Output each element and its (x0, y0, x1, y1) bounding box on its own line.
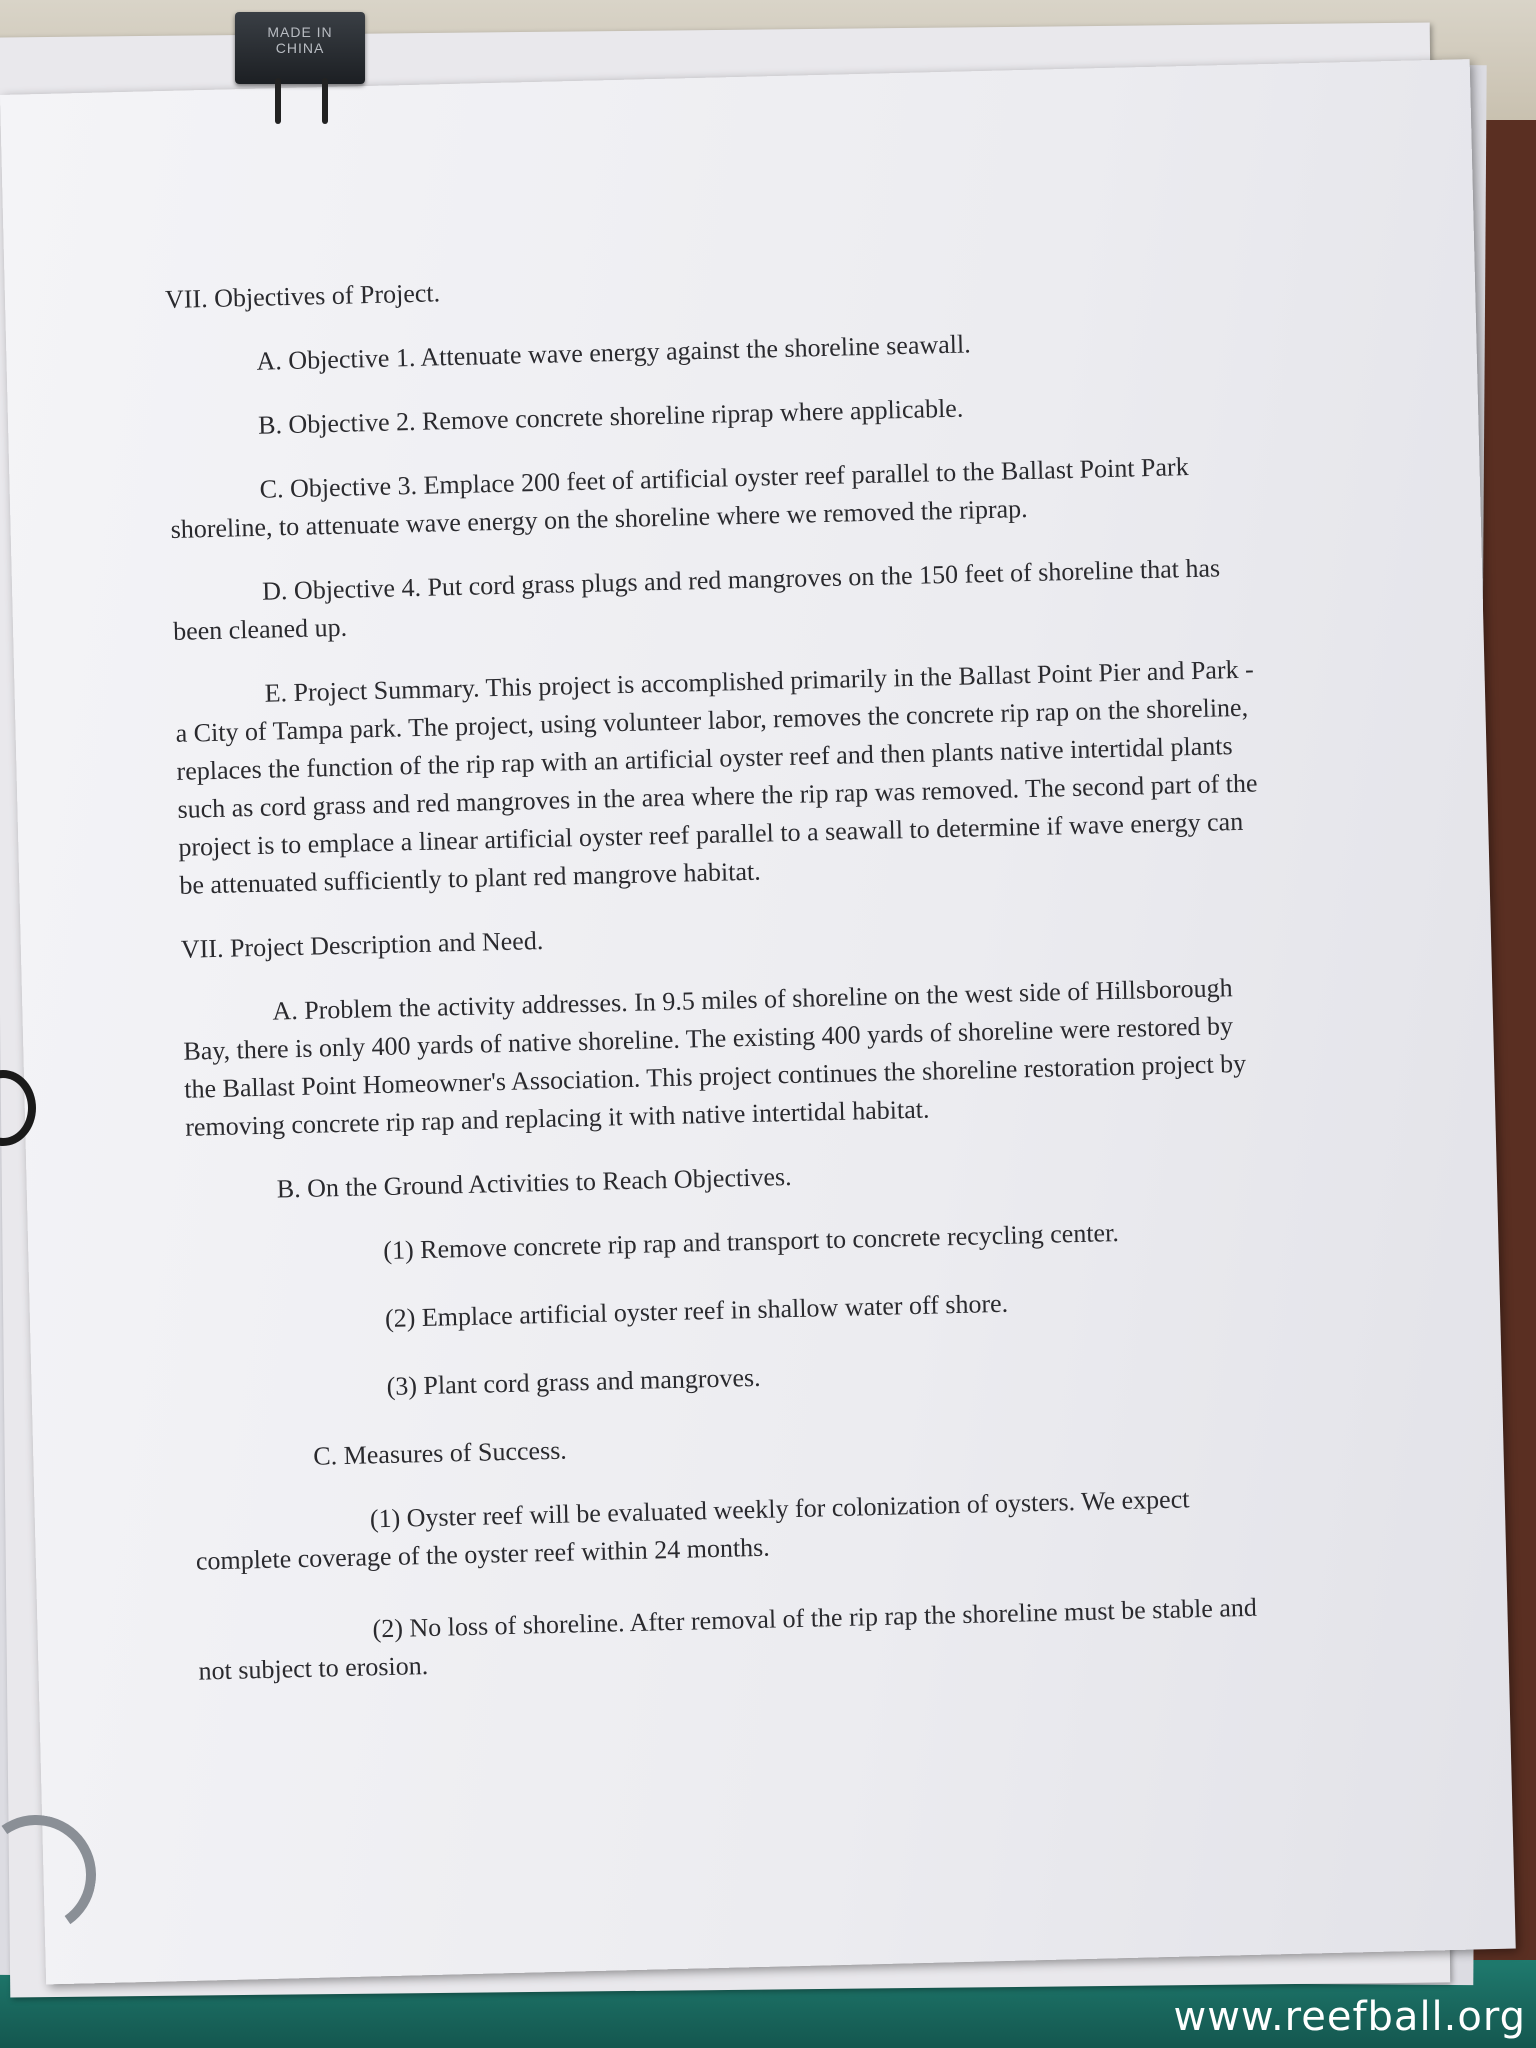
activity-item: (3) Plant cord grass and mangroves. (386, 1362, 761, 1401)
measure-item: (2) No loss of shoreline. After removal of the rip rap the shoreline must be stable and not subject to erosion. (198, 1592, 1258, 1686)
clip-label-line: CHINA (275, 40, 325, 56)
objective-3: C. Objective 3. Emplace 200 feet of artificial oyster reef parallel to the Ballast Point Park shoreline, to attenuate wave energy on the shoreline where we removed the riprap. (170, 452, 1189, 544)
activities-heading: B. On the Ground Activities to Reach Objectives. (276, 1161, 792, 1204)
section-heading-description: VII. Project Description and Need. (180, 925, 544, 964)
objective-1: A. Objective 1. Attenuate wave energy against the shoreline seawall. (256, 329, 972, 376)
clip-label-line: MADE IN (267, 24, 333, 40)
clip-wire (275, 78, 281, 124)
activity-item: (1) Remove concrete rip rap and transport to concrete recycling center. (382, 1218, 1120, 1265)
project-summary: E. Project Summary. This project is accomplished primarily in the Ballast Point Pier and Park - a City of Tampa park. The project, using volunteer labor, removes the concrete rip rap on the shoreline, replaces the function of the rip rap with an artificial oyster reef and then plants native intertidal plants such as cord grass and red mangroves in the area where the rip rap was removed. The second part of the project is to emplace a linear artificial oyster reef parallel to a seawall to determine if wave energy can be attenuated sufficiently to plant red mangrove habitat. (175, 654, 1258, 900)
clip-wire (322, 78, 328, 124)
measure-item: (1) Oyster reef will be evaluated weekly for colonization of oysters. We expect complete coverage of the oyster reef within 24 months. (195, 1484, 1190, 1576)
document-page (0, 59, 1516, 1984)
objective-4: D. Objective 4. Put cord grass plugs and red mangroves on the 150 feet of shoreline that has been cleaned up. (172, 553, 1221, 646)
activity-item: (2) Emplace artificial oyster reef in shallow water off shore. (384, 1288, 1009, 1333)
problem-paragraph: A. Problem the activity addresses. In 9.5 miles of shoreline on the west side of Hillsborough Bay, there is only 400 yards of native shoreline. The existing 400 yards of shoreline were restored by the Ballast Point Homeowner's Association. This project continues the shoreline restoration project by removing concrete rip rap and replacing it with native intertidal habitat. (183, 973, 1247, 1142)
clip-label (235, 24, 365, 56)
measures-heading: C. Measures of Success. (312, 1435, 568, 1471)
section-heading-objectives: VII. Objectives of Project. (164, 278, 441, 315)
document-body (165, 255, 1285, 1725)
binder-clip (235, 12, 365, 84)
objective-2: B. Objective 2. Remove concrete shoreline riprap where applicable. (257, 393, 964, 440)
watermark: www.reefball.org (1173, 1994, 1526, 2040)
